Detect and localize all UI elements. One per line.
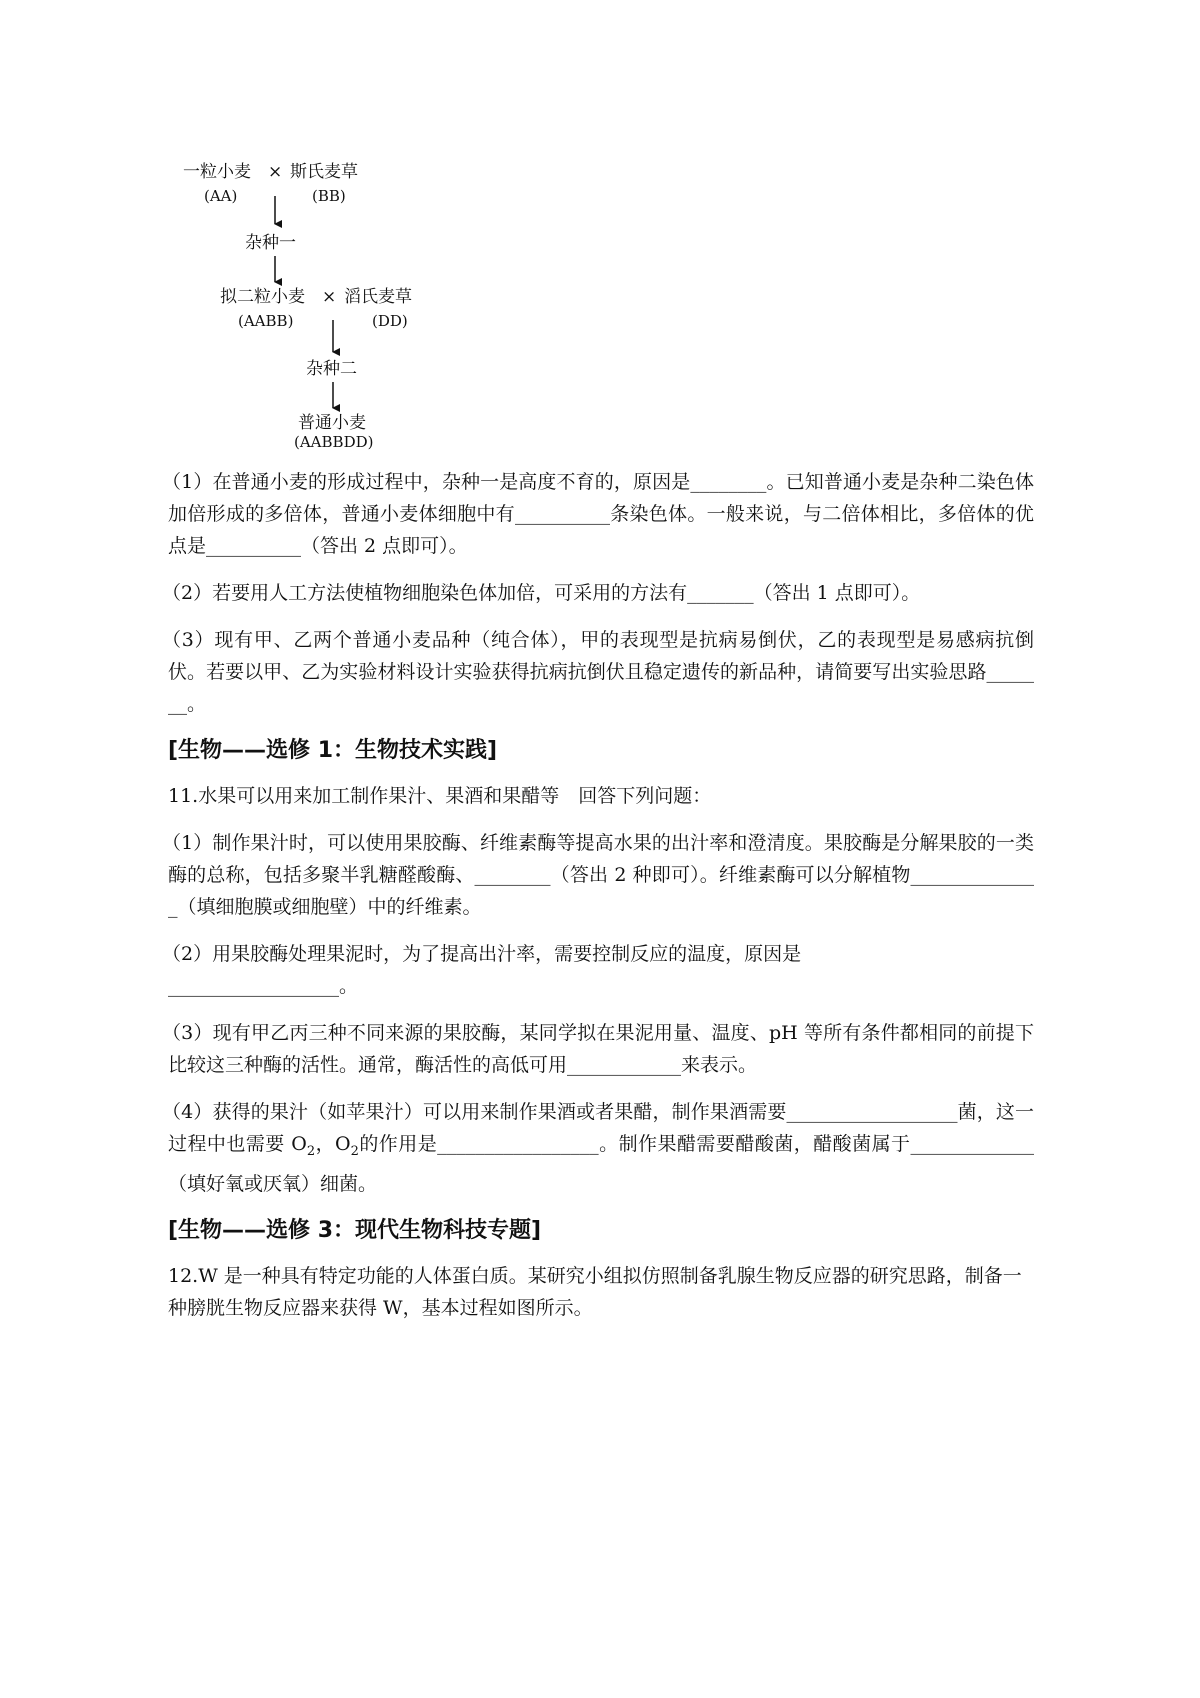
q11-part2 <box>162 938 1034 1002</box>
wheat-genome: (AABBDD) <box>294 433 374 451</box>
tauschii-genome: (DD) <box>372 312 408 330</box>
q11-part2-text: （2）用果胶酶处理果泥时，为了提高出汁率，需要控制反应的温度，原因是 <box>162 943 802 965</box>
speltoides-label: 斯氏麦草 <box>290 162 358 182</box>
q11-part4-text-a: （4）获得的果汁（如苹果汁）可以用来制作果酒或者果醋，制作果酒需要__________________菌，这一过程中也需要 O <box>162 1101 1034 1155</box>
hybrid2-label: 杂种二 <box>306 359 357 379</box>
q11-stem: 11.水果可以用来加工制作果汁、果酒和果醋等 回答下列问题： <box>168 785 712 807</box>
q11-part4-text-c: 的作用是_________________。制作果醋需要醋酸菌，醋酸菌属于_____________（填好氧或厌氧）细菌。 <box>168 1133 1034 1195</box>
o2-subscript-1: 2 <box>306 1143 316 1159</box>
wheat-evolution-diagram <box>0 0 1200 460</box>
q10-part2-text: （2）若要用人工方法使植物细胞染色体加倍，可采用的方法有_______（答出 1 点即可）。 <box>162 582 921 604</box>
q10-part3 <box>162 624 1034 720</box>
q10-part3-text: （3）现有甲、乙两个普通小麦品种（纯合体），甲的表现型是抗病易倒伏，乙的表现型是易感病抗倒伏。若要以甲、乙为实验材料设计实验获得抗病抗倒伏且稳定遗传的新品种，请简要写出实验思路_______。 <box>162 629 1034 715</box>
q11-part2-blank: __________________。 <box>168 975 359 997</box>
einkorn-label: 一粒小麦 <box>183 162 251 182</box>
einkorn-genome: (AA) <box>204 187 238 205</box>
speltoides-genome: (BB) <box>312 187 346 205</box>
q10-part1 <box>162 466 1034 562</box>
q11-part1 <box>162 827 1034 923</box>
q12-stem: 12.W 是一种具有特定功能的人体蛋白质。某研究小组拟仿照制备乳腺生物反应器的研究思路，制备一种膀胱生物反应器来获得 W，基本过程如图所示。 <box>168 1264 1022 1319</box>
q10-part1-text: （1）在普通小麦的形成过程中，杂种一是高度不育的，原因是________。已知普通小麦是杂种二染色体加倍形成的多倍体，普通小麦体细胞中有__________条染色体。一般来说，与二倍体相比，多倍体的优点是__________（答出 2 点即可）。 <box>162 471 1034 557</box>
wheat-label: 普通小麦 <box>298 413 366 433</box>
document-body <box>162 466 1034 1339</box>
section-heading-elective3: [生物——选修 3：现代生物科技专题] <box>168 1217 542 1243</box>
emmer-label: 拟二粒小麦 <box>220 287 305 307</box>
q11-part1-text: （1）制作果汁时，可以使用果胶酶、纤维素酶等提高水果的出汁率和澄清度。果胶酶是分解果胶的一类酶的总称，包括多聚半乳糖醛酸酶、________（答出 2 种即可）。纤维素酶可以分解植物______________（填细胞膜或细胞壁）中的纤维素。 <box>162 832 1034 918</box>
q11-part4 <box>162 1096 1034 1200</box>
cross-symbol-2: × <box>322 287 337 307</box>
q11-part3-text: （3）现有甲乙丙三种不同来源的果胶酶，某同学拟在果泥用量、温度、pH 等所有条件都相同的前提下比较这三种酶的活性。通常，酶活性的高低可用____________来表示。 <box>162 1022 1034 1076</box>
cross-symbol-1: × <box>268 162 283 182</box>
tauschii-label: 滔氏麦草 <box>344 287 412 307</box>
emmer-genome: (AABB) <box>238 312 294 330</box>
q10-part2 <box>162 577 1034 609</box>
q11-part3 <box>162 1017 1034 1081</box>
section-heading-elective1: [生物——选修 1：生物技术实践] <box>168 738 498 763</box>
q11-part4-text-b: ，O <box>315 1133 351 1155</box>
o2-subscript-2: 2 <box>350 1143 359 1159</box>
hybrid1-label: 杂种一 <box>245 233 296 253</box>
